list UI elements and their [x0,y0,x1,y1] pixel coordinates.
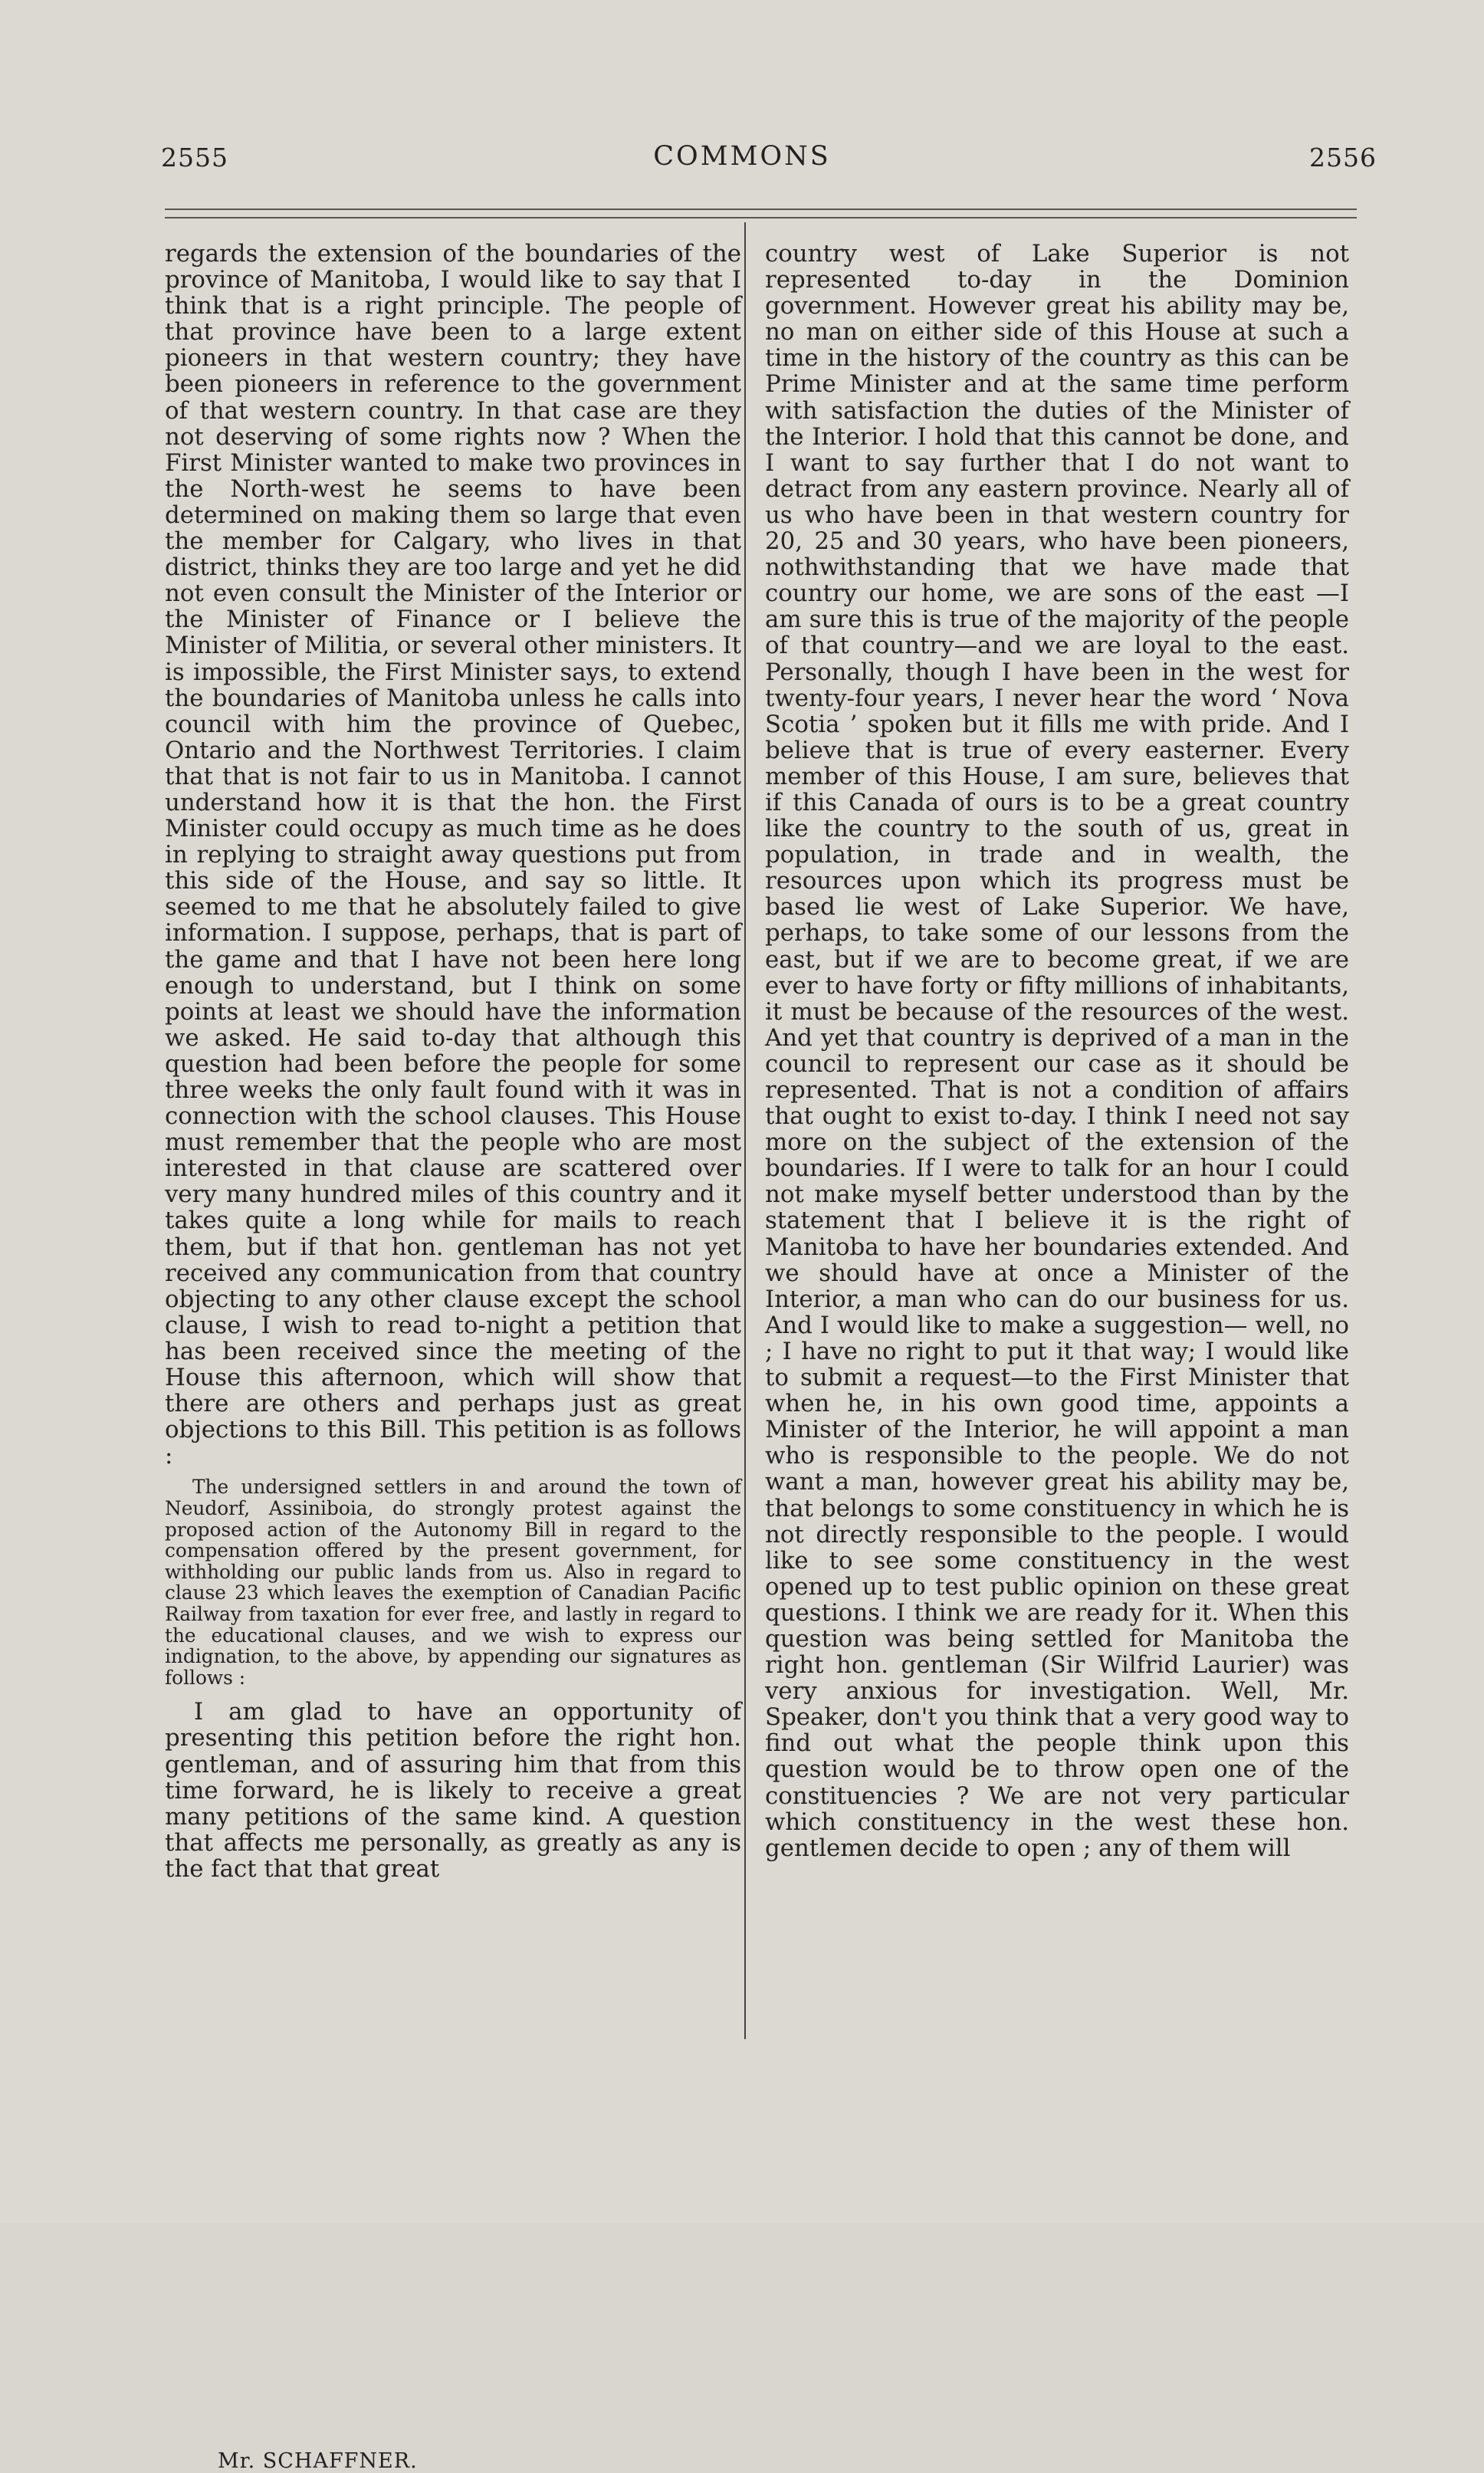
page-number-left: 2555 [161,143,228,172]
header-rule-top [165,209,1357,210]
right-paragraph-1: country west of Lake Superior is not represented to-day in the Dominion government. However great his ability may be, no man on either side of this House at such a time in the history of the country as this can be Prime Minister and at the same time perform with satisfaction the duties of the Minister of the Interior. I hold that this cannot be done, and I want to say further that I do not want to detract from any eastern province. Nearly all of us who have been in that western country for 20, 25 and 30 years, who have been pioneers, nothwithstanding that we have made that country our home, we are sons of the east —I am sure this is true of the majority of the people of that country—and we are loyal to the east. Personally, though I have been in the west for twenty-four years, I never hear the word ‘ Nova Scotia ’ spoken but it fills me with pride. And I believe that is true of every easterner. Every member of this House, I am sure, believes that if this Canada of ours is to be a great country like the country to the south of us, great in population, in trade and in wealth, the resources upon which its progress must be based lie west of Lake Superior. We have, perhaps, to take some of our lessons from the east, but if we are to become great, if we are ever to have forty or fifty millions of inhabitants, it must be because of the resources of the west. And yet that country is deprived of a man in the council to represent our case as it should be represented. That is not a condition of affairs that ought to exist to-day. I think I need not say more on the subject of the extension of the boundaries. If I were to talk for an hour I could not make myself better understood than by the statement that I believe it is the right of Manitoba to have her boundaries extended. And we should have at once a Minister of the Interior, a man who can do our business for us. And I would like to make a suggestion— well, no ; I have no right to put it that way; I would like to submit a request—to the First Minister that when he, in his own good time, appoints a Minister of the Interior, he will appoint a man who is responsible to the people. We do not want a man, however great his ability may be, that belongs to some constituency in which he is not directly responsible to the people. I would like to see some constituency in the west opened up to test public opinion on these great questions. I think we are ready for it. When this question was being settled for Manitoba the right hon. gentleman (Sir Wilfrid Laurier) was very anxious for investigation. Well, Mr. Speaker, don't you think that a very good way to find out what the people think upon this question would be to throw open one of the constituencies ? We are not very particular which constituency in the west these hon. gentlemen decide to open ; any of them will [765,240,1349,1862]
speaker-attribution: Mr. SCHAFFNER. [218,2449,418,2473]
column-divider [744,222,746,2039]
petition-quote: The undersigned settlers in and around the town of Neudorf, Assiniboia, do strongly protest against the proposed action of the Autonomy Bill in regard to the compensation offered by the present government, for withholding our public lands from us. Also in regard to clause 23 which leaves the exemption of Canadian Pacific Railway from taxation for ever free, and lastly in regard to the educational clauses, and we wish to express our indignation, to the above, by appending our signatures as follows : [165,1476,741,1689]
running-title: COMMONS [653,141,831,172]
left-paragraph-2: I am glad to have an opportunity of presenting this petition before the right hon. gentleman, and of assuring him that from this time forward, he is likely to receive a great many petitions of the same kind. A question that affects me personally, as greatly as any is the fact that that great [165,1698,741,1883]
page-number-right: 2556 [1309,143,1377,172]
left-column [165,241,741,1882]
left-paragraph-1: regards the extension of the boundaries of the province of Manitoba, I would like to say that I think that is a right principle. The people of that province have been to a large extent pioneers in that western country; they have been pioneers in reference to the government of that western country. In that case are they not deserving of some rights now ? When the First Minister wanted to make two provinces in the North-west he seems to have been determined on making them so large that even the member for Calgary, who lives in that district, thinks they are too large and yet he did not even consult the Minister of the Interior or the Minister of Finance or I believe the Minister of Militia, or several other ministers. It is impossible, the First Minister says, to extend the boundaries of Manitoba unless he calls into council with him the province of Quebec, Ontario and the Northwest Territories. I claim that that is not fair to us in Manitoba. I cannot understand how it is that the hon. the First Minister could occupy as much time as he does in replying to straight away questions put from this side of the House, and say so little. It seemed to me that he absolutely failed to give information. I suppose, perhaps, that is part of the game and that I have not been here long enough to understand, but I think on some points at least we should have the information we asked. He said to-day that although this question had been before the people for some three weeks the only fault found with it was in connection with the school clauses. This House must remember that the people who are most interested in that clause are scattered over very many hundred miles of this country and it takes quite a long while for mails to reach them, but if that hon. gentleman has not yet received any communication from that country objecting to any other clause except the school clause, I wish to read to-night a petition that has been received since the meeting of the House this afternoon, which will show that there are others and perhaps just as great objections to this Bill. This petition is as follows : [165,240,741,1470]
header-rule-bottom [165,217,1357,218]
right-column [765,241,1349,1861]
